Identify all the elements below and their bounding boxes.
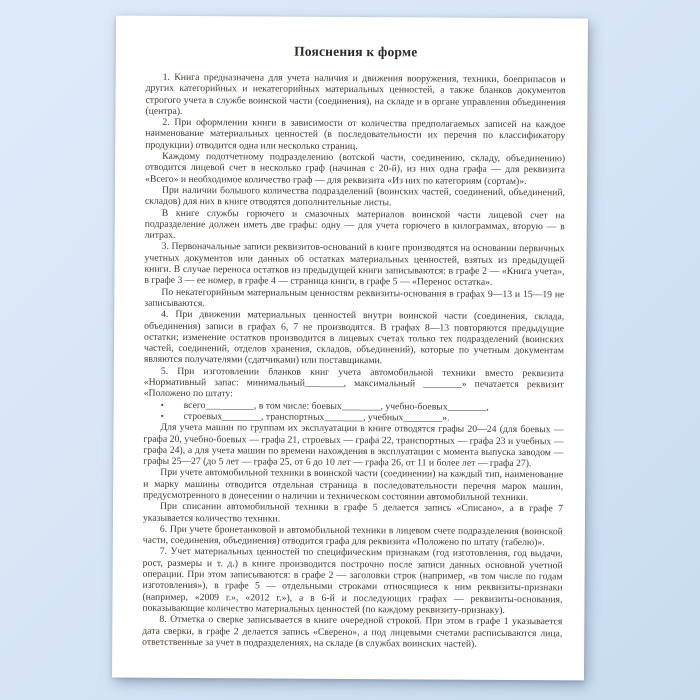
bullet-text: всего__________, в том числе: боевых________, учебно-боевых________, bbox=[183, 399, 489, 413]
paragraph: При списании автомобильной техники в графе 5 делается запись «Списано», а в графе 7 указывается количество техники. bbox=[142, 501, 564, 525]
paragraph: При учете автомобильной техники в воинской части (соединении) на каждый тип, наименование и марку машины отводится отдельная страница в последовательности перечня марок машин, предусмотренного в донесении о наличии и техническом состоянии автомобильной техники. bbox=[143, 467, 564, 504]
paragraph: 2. При оформлении книги в зависимости от количества предполагаемых записей на каждое наименование материальных ценностей (в последовательности их перечня по классификатору продукции) отводится одна или несколько страниц. bbox=[145, 117, 566, 152]
paragraph: По некатегорийным материальным ценностям реквизиты-основания в графах 9—13 и 15—19 не записываются. bbox=[144, 286, 565, 310]
paragraph: При наличии большого количества подразделений (воинских частей, соединений, объединений, складов) для них в книге отводятся дополнительные листы. bbox=[144, 184, 565, 209]
bullet-text: строевых________, транспортных________, учебных________». bbox=[183, 410, 450, 424]
page-title: Пояснения к форме bbox=[294, 43, 418, 60]
paragraph: Для учета машин по группам их эксплуатации в книге отводятся графы 20—24 (для боевых — графа 20, учебно-боевых — графа 21, строевых — графа 22, транспортных — графа 23 и учебных — графа 24), а для учета машин по времени нахождения в эксплуатации с момента выпуска заводом — графы 25—27 (до 5 лет — графа 25, от 6 до 10 лет — графа 26, от 11 и более лет — графа 27). bbox=[143, 422, 564, 470]
paragraph: 1. Книга предназначена для учета наличия и движения вооружения, техники, боеприпасов и других категорийных и некатегорийных материальных ценностей, а также бланков документов строгого учета в службе воинской части (соединения), на складе и в органе управления объединения (центра). bbox=[145, 71, 566, 117]
document-page bbox=[112, 16, 588, 681]
bullet-icon: • bbox=[160, 399, 164, 410]
paragraph: Каждому подотчетному подразделению (вотской части, соединению, складу, объединению) отводится лицевой счет в несколько граф (начиная с 20-й), из них одна графа — для реквизита «Всего» и необходимое количество граф — для реквизита «Из них по категориям (сортам)». bbox=[144, 150, 566, 187]
paragraph: 3. Первоначальные записи реквизитов-оснований в книге производятся на основании первичных учетных документов или данных об остатках материальных ценностей, взятых из предыдущей книги. В случае переноса остатков из предыдущей книги записываются: в графе 2 — «Книга учета», в графе 3 — ее номер, в графе 4 — страница книги, в графе 5 — «Перенос остатка». bbox=[144, 241, 565, 289]
bullet-icon: • bbox=[160, 410, 164, 421]
paragraph: В книге службы горючего и смазочных материалов воинской части лицевой счет на подразделение должен иметь две графы: одну — для учета горючего в килограммах, вторую — в литрах. bbox=[144, 207, 565, 242]
paragraph: 6. При учете бронетанковой и автомобильной техники в лицевом счете подразделения (воинской части, соединения, объединения) отводится графа для реквизита «Положено по штату (табелю)». bbox=[142, 523, 563, 549]
paragraph: 5. При изготовлении бланков книг учета автомобильной техники вместо реквизита «Нормативный запас: минимальный________, максимальный ________» печатается реквизит «Положено по штату: bbox=[143, 365, 564, 400]
paragraph: 8. Отметка о сверке записывается в книге очередной строкой. При этом в графе 1 указывается дата сверки, в графе 2 делается запись «Сверено», а под лицевыми счетами расписываются лица, ответственные за учет в подразделениях, на складе (в службах воинских частей). bbox=[142, 614, 563, 650]
paragraph: 7. Учет материальных ценностей по специфическим признакам (год изготовления, год выдачи, рост, размеры и т. д.) в книге производится построчно после записи данных основной учетной операции. При этом записываются: в графе 2 — заголовки строк (например, «в том числе по годам изготовления»), в графе 5 — отдельными строками относящиеся к ним реквизиты-признаки (например, «2009 г.», «2012 г.»), а в 6-й и последующих графах — реквизиты-основания, показывающие количество материальных ценностей (по каждому реквизиту-признаку). bbox=[142, 546, 563, 616]
paragraph: 4. При движении материальных ценностей внутри воинской части (соединения, склада, объединения) записи в графах 6, 7 не производятся. В графах 8—13 повторяются предыдущие остатки; изменение остатков производится в лицевых счетах только тех подразделений (воинских частей, соединений, отделов хранения, складов, объединений), которые по учетным документам являются получателями (сдатчиками) или поставщиками. bbox=[143, 309, 565, 367]
document-body bbox=[142, 72, 566, 651]
